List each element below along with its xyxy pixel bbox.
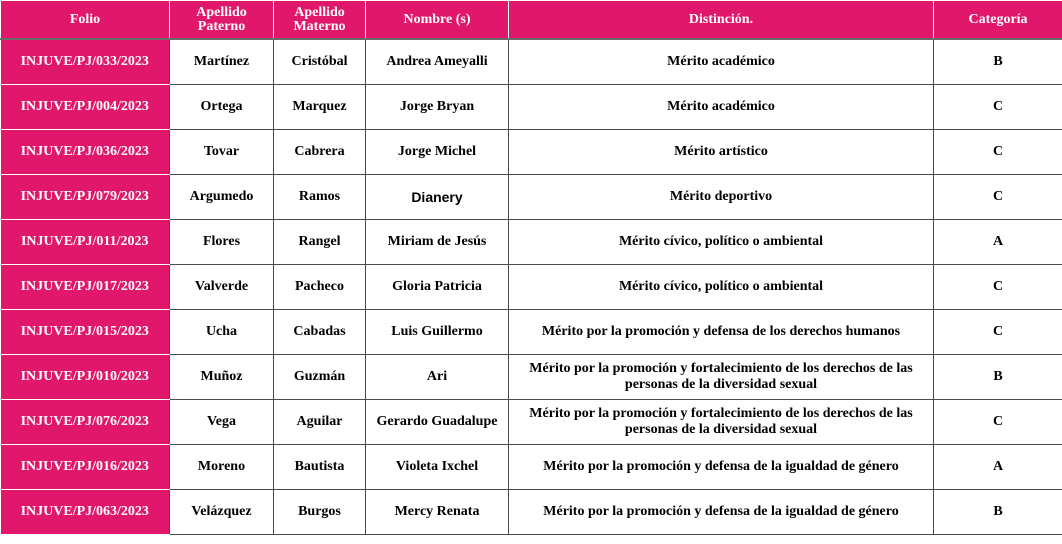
distincion-cell: Mérito por la promoción y defensa de los derechos humanos [509, 310, 934, 355]
nombre-cell: Miriam de Jesús [366, 220, 509, 265]
folio-cell: INJUVE/PJ/015/2023 [1, 310, 170, 355]
categoria-cell: B [934, 490, 1062, 535]
distincion-cell: Mérito artístico [509, 130, 934, 175]
nombre-cell: Luis Guillermo [366, 310, 509, 355]
distincion-cell: Mérito por la promoción y fortalecimiento de los derechos de las personas de la diversidad sexual [509, 355, 934, 400]
nombre-cell: Jorge Michel [366, 130, 509, 175]
table-row [1, 265, 1062, 310]
nombre-cell: Andrea Ameyalli [366, 39, 509, 85]
folio-cell: INJUVE/PJ/063/2023 [1, 490, 170, 535]
distincion-cell: Mérito por la promoción y defensa de la igualdad de género [509, 445, 934, 490]
apellido-materno-cell: Bautista [274, 445, 366, 490]
apellido-paterno-cell: Tovar [170, 130, 274, 175]
table-row [1, 445, 1062, 490]
distincion-cell: Mérito académico [509, 39, 934, 85]
apellido-paterno-cell: Ucha [170, 310, 274, 355]
distincion-cell: Mérito académico [509, 85, 934, 130]
folio-cell: INJUVE/PJ/033/2023 [1, 39, 170, 85]
apellido-paterno-cell: Moreno [170, 445, 274, 490]
folio-cell: INJUVE/PJ/017/2023 [1, 265, 170, 310]
header-apellido-materno: Apellido Materno [274, 1, 366, 40]
table-row [1, 400, 1062, 445]
apellido-paterno-cell: Ortega [170, 85, 274, 130]
nombre-cell: Gloria Patricia [366, 265, 509, 310]
apellido-materno-cell: Ramos [274, 175, 366, 220]
distincion-cell: Mérito cívico, político o ambiental [509, 265, 934, 310]
apellido-materno-cell: Pacheco [274, 265, 366, 310]
table-row [1, 220, 1062, 265]
apellido-materno-cell: Aguilar [274, 400, 366, 445]
table-row [1, 39, 1062, 85]
apellido-materno-cell: Guzmán [274, 355, 366, 400]
categoria-cell: C [934, 310, 1062, 355]
categoria-cell: C [934, 175, 1062, 220]
apellido-paterno-cell: Vega [170, 400, 274, 445]
categoria-cell: B [934, 355, 1062, 400]
categoria-cell: A [934, 445, 1062, 490]
apellido-paterno-cell: Argumedo [170, 175, 274, 220]
nombre-cell: Ari [366, 355, 509, 400]
nombre-cell: Jorge Bryan [366, 85, 509, 130]
table-row [1, 175, 1062, 220]
apellido-materno-cell: Cabrera [274, 130, 366, 175]
apellido-materno-cell: Burgos [274, 490, 366, 535]
nombre-cell: Dianery [366, 175, 509, 220]
apellido-paterno-cell: Valverde [170, 265, 274, 310]
nombre-cell: Violeta Ixchel [366, 445, 509, 490]
categoria-cell: C [934, 85, 1062, 130]
folio-cell: INJUVE/PJ/036/2023 [1, 130, 170, 175]
header-nombre: Nombre (s) [366, 1, 509, 40]
folio-cell: INJUVE/PJ/079/2023 [1, 175, 170, 220]
header-categoria: Categoría [934, 1, 1062, 40]
apellido-materno-cell: Rangel [274, 220, 366, 265]
apellido-paterno-cell: Flores [170, 220, 274, 265]
apellido-paterno-cell: Velázquez [170, 490, 274, 535]
categoria-cell: B [934, 39, 1062, 85]
nombre-cell: Gerardo Guadalupe [366, 400, 509, 445]
categoria-cell: C [934, 265, 1062, 310]
table-row [1, 310, 1062, 355]
folio-cell: INJUVE/PJ/010/2023 [1, 355, 170, 400]
distincion-cell: Mérito por la promoción y fortalecimiento de los derechos de las personas de la diversidad sexual [509, 400, 934, 445]
distincion-cell: Mérito por la promoción y defensa de la igualdad de género [509, 490, 934, 535]
categoria-cell: A [934, 220, 1062, 265]
categoria-cell: C [934, 400, 1062, 445]
nombre-cell: Mercy Renata [366, 490, 509, 535]
table-row [1, 355, 1062, 400]
header-folio: Folio [1, 1, 170, 40]
distincion-cell: Mérito cívico, político o ambiental [509, 220, 934, 265]
apellido-paterno-cell: Martínez [170, 39, 274, 85]
apellido-materno-cell: Cabadas [274, 310, 366, 355]
folio-cell: INJUVE/PJ/076/2023 [1, 400, 170, 445]
table-row [1, 130, 1062, 175]
header-row [1, 1, 1062, 40]
table-row [1, 85, 1062, 130]
header-distincion: Distinción. [509, 1, 934, 40]
apellido-materno-cell: Marquez [274, 85, 366, 130]
folio-cell: INJUVE/PJ/011/2023 [1, 220, 170, 265]
categoria-cell: C [934, 130, 1062, 175]
table-row [1, 490, 1062, 535]
header-apellido-paterno: Apellido Paterno [170, 1, 274, 40]
apellido-paterno-cell: Muñoz [170, 355, 274, 400]
folio-cell: INJUVE/PJ/016/2023 [1, 445, 170, 490]
folio-cell: INJUVE/PJ/004/2023 [1, 85, 170, 130]
apellido-materno-cell: Cristóbal [274, 39, 366, 85]
distincion-cell: Mérito deportivo [509, 175, 934, 220]
